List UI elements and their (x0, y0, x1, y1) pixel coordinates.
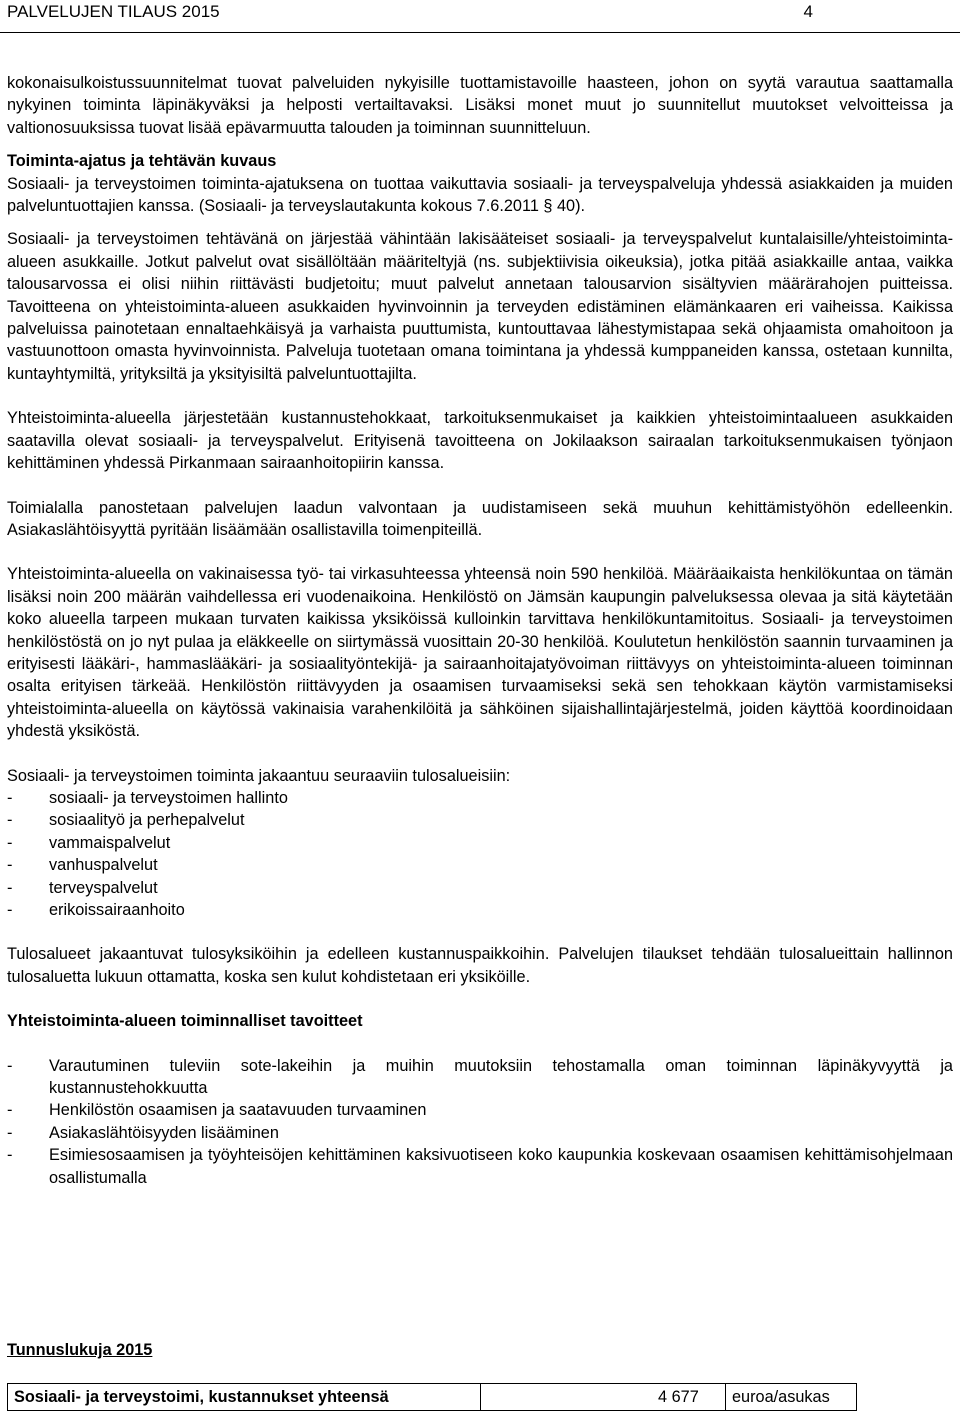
page-header (0, 0, 960, 33)
list-item: - Esimiesosaamisen ja työyhteisöjen kehittäminen kaksivuotiseen koko kaupunkia koskevaan osaamisen kehittämisohjelmaan osallistumalla (7, 1146, 953, 1187)
table-cell-label: Sosiaali- ja terveystoimi, kustannukset yhteensä (14, 1388, 389, 1406)
list-item: - sosiaalityö ja perhepalvelut (7, 811, 245, 830)
list-item: - Asiakaslähtöisyyden lisääminen (7, 1123, 279, 1142)
table-cell-value: 4 677 (658, 1388, 699, 1406)
mission-heading: Toiminta-ajatus ja tehtävän kuvaus (7, 152, 277, 171)
goals-list (7, 1055, 953, 1189)
paragraph-quality: Toimialalla panostetaan palvelujen laadun valvontaan ja uudistamiseen sekä muuhun kehittämistyöhön edelleenkin. Asiakaslähtöisyyttä pyritään lisäämään osallistavilla toimenpiteillä. (7, 498, 953, 539)
paragraph-personnel: Yhteistoiminta-alueella on vakinaisessa työ- tai virkasuhteessa yhteensä noin 590 henkilöä. Määräaikaista henkilökuntaa on tämän lisäksi noin 200 määrän vaihdellessa eri vuodenaikoina. Henkilöstö on Jämsän kaupungin palveluksessa olevaa ja sitä käytetään koko alueella tarpeen mukaan turvaten kaikissa yksiköissä kulloinkin tarvittava henkilökuntamitoitus. Sosiaali- ja terveystoimen henkilöstöstä on jo nyt pulaa ja eläkkeelle on siirtymässä vuosittain 20-30 henkilöä. Koulutetun henkilöstön saannin turvaaminen ja erityisesti lääkäri-, hammaslääkäri- ja sosiaalityöntekijä- ja sairaanhoitajatyövoiman riittävyys on yhteistoiminta-alueen toiminnan osalta erityisen tärkeää. Henkilöstön riittävyyden ja osaamisen turvaamiseksi sekä sen tehokkaan käytön varmistamiseksi yhteistoiminta-alueella on käytössä vakinaisia varahenkilöitä ja sähköinen sijaishallintajärjestelmä, joiden käyttöä koordinoidaan yhdestä yksiköstä. (7, 565, 953, 741)
list-item: - vanhuspalvelut (7, 856, 158, 875)
list-item: - erikoissairaanhoito (7, 901, 185, 919)
units-list (7, 787, 953, 921)
goals-heading: Yhteistoiminta-alueen toiminnalliset tavoitteet (7, 1012, 363, 1031)
units-paragraph: Tulosalueet jakaantuvat tulosyksiköihin ja edelleen kustannuspaikkoihin. Palvelujen tilaukset tehdään tulosalueittain hallinnon tulosaluetta lukuun ottamatta, koska sen kulut kohdistetaan eri yksiköille. (7, 945, 953, 986)
header-title: PALVELUJEN TILAUS 2015 (7, 2, 220, 21)
mission-text: Sosiaali- ja terveystoimen toiminta-ajatuksena on tuottaa vaikuttavia sosiaali- ja terveyspalveluja yhdessä asiakkaiden ja muiden palveluntuottajien kanssa. (Sosiaali- ja terveyslautakunta kokous 7.6.2011 § 40). (7, 174, 953, 216)
list-item: - sosiaali- ja terveystoimen hallinto (7, 788, 288, 807)
key-figures-table (7, 1383, 857, 1411)
paragraph-region: Yhteistoiminta-alueella järjestetään kustannustehokkaat, tarkoituksenmukaiset ja kaikkien yhteistoimintaalueen asukkaiden saatavilla olevat sosiaali- ja terveyspalvelut. Erityisenä tavoitteena on Jokilaakson sairaalan tarkoituksenmukaisen työnjaon kehittäminen yhdessä Pirkanmaan sairaanhoitopiirin kanssa. (7, 409, 953, 473)
list-item: - terveyspalvelut (7, 878, 158, 897)
list-item: - Varautuminen tuleviin sote-lakeihin ja muihin muutoksiin tehostamalla oman toiminnan läpinäkyvyyttä ja kustannustehokkuutta (7, 1056, 953, 1098)
paragraph-tasks: Sosiaali- ja terveystoimen tehtävänä on järjestää vähintään lakisääteiset sosiaali- ja terveyspalvelut kuntalaisille/yhteistoiminta-alueen asukkaille. Jotkut palvelut ovat sisällöltään määriteltyjä (ns. subjektiivisia oikeuksia), jotka pitää asiakkaille antaa, vaikka talousarvossa ei olisi niihin riittävästi budjetoitu; muut palvelut annetaan talousarvion sisältyvien määrärahojen puitteissa. Tavoitteena on yhteistoiminta-alueen asukkaiden hyvinvoinnin ja terveyden edistäminen elämänkaaren eri vaiheissa. Kaikissa palveluissa painotetaan ennaltaehkäisyä ja varhaista puuttumista, kuntouttavaa lähestymistapaa sekä ohjaamista omahoitoon ja vastuunottoon omasta hyvinvoinnista. Palveluja tuotetaan omana toimintana ja yhdessä kumppaneiden kanssa, ostetaan kunnilta, kuntayhtymiltä, yrityksiltä ja yksityisiltä palveluntuottajilta. (7, 230, 953, 383)
key-figures-heading: Tunnuslukuja 2015 (7, 1341, 153, 1359)
page-number: 4 (803, 2, 813, 21)
document-body (7, 72, 953, 1189)
list-item: - Henkilöstön osaamisen ja saatavuuden turvaaminen (7, 1101, 427, 1120)
intro-paragraph: kokonaisulkoistussuunnitelmat tuovat palveluiden nykyisille tuottamistavoille haasteen, johon on syytä varautua saattamalla nykyinen toiminta läpinäkyväksi ja helposti vertailtavaksi. Lisäksi monet muut jo suunnitellut muutokset velvoitteissa ja valtionosuuksissa tuovat lisää epävarmuutta talouden ja toiminnan suunnitteluun. (7, 74, 953, 137)
table-cell-unit: euroa/asukas (732, 1388, 830, 1406)
units-intro: Sosiaali- ja terveystoimen toiminta jakaantuu seuraaviin tulosalueisiin: (7, 766, 511, 785)
list-item: - vammaispalvelut (7, 833, 171, 852)
